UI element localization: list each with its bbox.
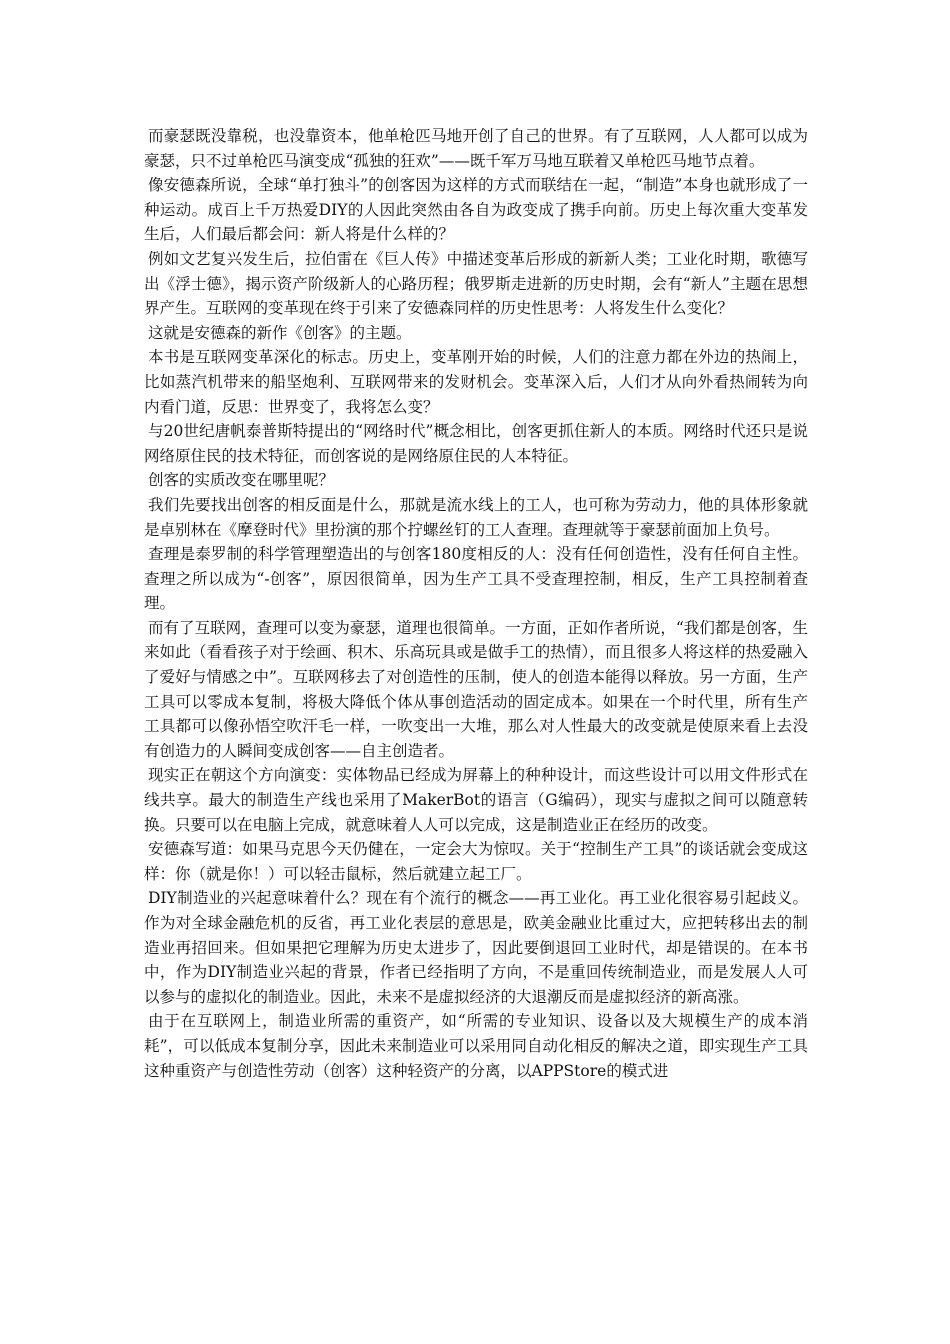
paragraph: 安德森写道：如果马克思今天仍健在，一定会大为惊叹。关于“控制生产工具”的谈话就会变成这样：你（就是你！）可以轻击鼠标，然后就建立起工厂。 (144, 840, 808, 883)
paragraph: 像安德森所说，全球“单打独斗”的创客因为这样的方式而联结在一起，“制造”本身也就形成了一种运动。成百上千万热爱DIY的人因此突然由各自为政变成了携手向前。历史上每次重大变革发生后，人们最后都会问：新人将是什么样的？ (144, 176, 808, 244)
paragraph: 本书是互联网变革深化的标志。历史上，变革刚开始的时候，人们的注意力都在外边的热闹上，比如蒸汽机带来的船坚炮利、互联网带来的发财机会。变革深入后，人们才从向外看热闹转为向内看门道，反思：世界变了，我将怎么变？ (144, 348, 808, 416)
paragraph: DIY制造业的兴起意味着什么？现在有个流行的概念——再工业化。再工业化很容易引起歧义。作为对全球金融危机的反省，再工业化表层的意思是，欧美金融业比重过大，应把转移出去的制造业再招回来。但如果把它理解为历史太进步了，因此要倒退回工业时代，却是错误的。在本书中，作为DIY制造业兴起的背景，作者已经指明了方向，不是重回传统制造业，而是发展人人可以参与的虚拟化的制造业。因此，未来不是虚拟经济的大退潮反而是虚拟经济的新高涨。 (144, 889, 808, 1006)
paragraph: 这就是安德森的新作《创客》的主题。 (148, 323, 412, 342)
paragraph: 现实正在朝这个方向演变：实体物品已经成为屏幕上的种种设计，而这些设计可以用文件形式在线共享。最大的制造生产线也采用了MakerBot的语言（G编码），现实与虚拟之间可以随意转换。只要可以在电脑上完成，就意味着人人可以完成，这是制造业正在经历的改变。 (144, 766, 808, 834)
paragraph: 而有了互联网，查理可以变为豪瑟，道理也很简单。一方面，正如作者所说，“我们都是创客，生来如此（看看孩子对于绘画、积木、乐高玩具或是做手工的热情），而且很多人将这样的热爱融入了爱好与情感之中”。互联网移去了对创造性的压制，使人的创造本能得以释放。另一方面，生产工具可以零成本复制，将极大降低个体从事创造活动的固定成本。如果在一个时代里，所有生产工具都可以像孙悟空吹汗毛一样，一吹变出一大堆，那么对人性最大的改变就是使原来看上去没有创造力的人瞬间变成创客——自主创造者。 (144, 618, 808, 760)
paragraph: 例如文艺复兴发生后，拉伯雷在《巨人传》中描述变革后形成的新新人类；工业化时期，歌德写出《浮士德》，揭示资产阶级新人的心路历程；俄罗斯走进新的历史时期，会有“新人”主题在思想界产生。互联网的变革现在终于引来了安德森同样的历史性思考：人将发生什么变化？ (144, 249, 808, 318)
paragraph: 我们先要找出创客的相反面是什么，那就是流水线上的工人，也可称为劳动力，他的具体形象就是卓别林在《摩登时代》里扮演的那个拧螺丝钉的工人查理。查理就等于豪瑟前面加上负号。 (144, 495, 808, 539)
paragraph: 而豪瑟既没靠税，也没靠资本，他单枪匹马地开创了自己的世界。有了互联网，人人都可以成为豪瑟，只不过单枪匹马演变成“孤独的狂欢”——既千军万马地互联着又单枪匹马地节点着。 (144, 127, 808, 170)
paragraph: 与20世纪唐帆泰普斯特提出的“网络时代”概念相比，创客更抓住新人的本质。网络时代还只是说网络原住民的技术特征，而创客说的是网络原住民的人本特征。 (144, 422, 808, 465)
paragraph: 由于在互联网上，制造业所需的重资产，如“所需的专业知识、设备以及大规模生产的成本消耗”，可以低成本复制分享，因此未来制造业可以采用同自动化相反的解决之道，即实现生产工具这种重资产与创造性劳动（创客）这种轻资产的分离，以APPStore的模式进 (144, 1012, 808, 1080)
paragraph: 查理是泰罗制的科学管理塑造出的与创客180度相反的人：没有任何创造性，没有任何自主性。查理之所以成为“-创客”，原因很简单，因为生产工具不受查理控制，相反，生产工具控制着查理。 (144, 545, 808, 613)
paragraph: 创客的实质改变在哪里呢？ (148, 471, 335, 490)
document-body (144, 124, 808, 1083)
